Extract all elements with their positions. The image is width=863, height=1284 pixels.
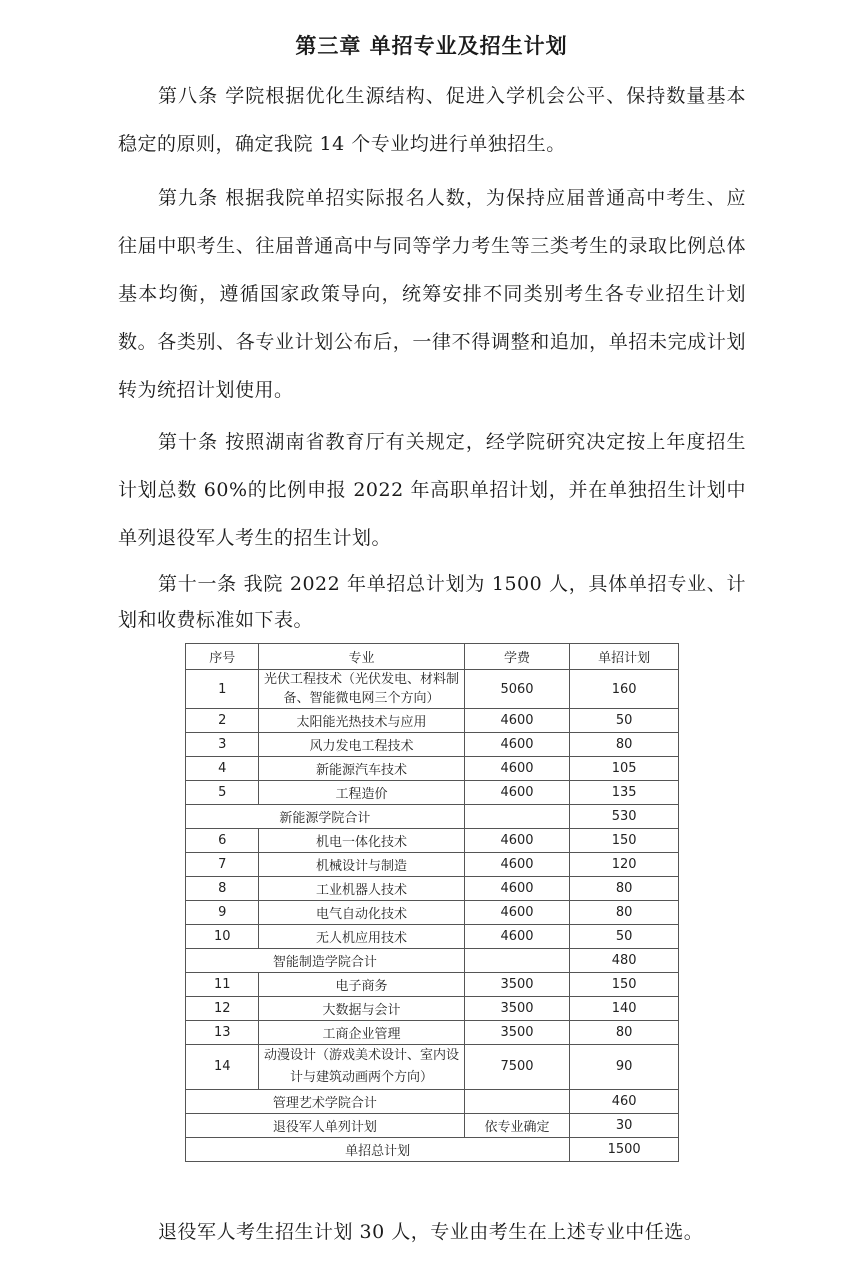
row-major: 动漫设计（游戏美术设计、室内设计与建筑动画两个方向） xyxy=(259,1045,464,1090)
row-fee: 7500 xyxy=(464,1045,570,1090)
row-plan: 50 xyxy=(570,709,679,733)
row-fee: 4600 xyxy=(464,733,570,757)
table-row xyxy=(186,853,679,877)
row-fee: 3500 xyxy=(464,1021,570,1045)
subtotal-row xyxy=(186,1114,679,1138)
subtotal-label: 新能源学院合计 xyxy=(186,805,465,829)
chapter-title: 第三章 单招专业及招生计划 xyxy=(295,34,568,58)
table-row xyxy=(186,1045,679,1090)
table-row xyxy=(186,1021,679,1045)
row-plan: 50 xyxy=(570,925,679,949)
row-plan: 150 xyxy=(570,973,679,997)
row-major: 风力发电工程技术 xyxy=(259,733,464,757)
header-no: 序号 xyxy=(186,644,259,670)
row-no: 12 xyxy=(186,997,259,1021)
row-major: 大数据与会计 xyxy=(259,997,464,1021)
row-no: 3 xyxy=(186,733,259,757)
row-major: 电气自动化技术 xyxy=(259,901,464,925)
subtotal-plan: 480 xyxy=(570,949,679,973)
table-row xyxy=(186,925,679,949)
row-fee: 5060 xyxy=(464,670,570,709)
subtotal-fee xyxy=(464,1090,570,1114)
subtotal-label: 管理艺术学院合计 xyxy=(186,1090,465,1114)
subtotal-fee xyxy=(464,949,570,973)
subtotal-plan: 460 xyxy=(570,1090,679,1114)
row-plan: 90 xyxy=(570,1045,679,1090)
row-fee: 4600 xyxy=(464,925,570,949)
row-plan: 160 xyxy=(570,670,679,709)
subtotal-label: 退役军人单列计划 xyxy=(186,1114,465,1138)
row-no: 11 xyxy=(186,973,259,997)
row-no: 1 xyxy=(186,670,259,709)
table-row xyxy=(186,781,679,805)
row-major: 机械设计与制造 xyxy=(259,853,464,877)
row-fee: 3500 xyxy=(464,973,570,997)
table-header-row xyxy=(186,644,679,670)
header-plan: 单招计划 xyxy=(570,644,679,670)
row-plan: 140 xyxy=(570,997,679,1021)
total-plan: 1500 xyxy=(570,1138,679,1162)
table-row xyxy=(186,829,679,853)
row-major: 光伏工程技术（光伏发电、材料制备、智能微电网三个方向） xyxy=(259,670,464,709)
total-label: 单招总计划 xyxy=(186,1138,570,1162)
row-fee: 3500 xyxy=(464,997,570,1021)
row-fee: 4600 xyxy=(464,757,570,781)
row-plan: 80 xyxy=(570,1021,679,1045)
article-10-paragraph: 第十条 按照湖南省教育厅有关规定，经学院研究决定按上年度招生计划总数 60%的比例申报 2022 年高职单招计划，并在单独招生计划中单列退役军人考生的招生计划。 xyxy=(118,431,746,549)
row-fee: 4600 xyxy=(464,709,570,733)
row-fee: 4600 xyxy=(464,829,570,853)
table-row xyxy=(186,973,679,997)
veteran-note-paragraph: 退役军人考生招生计划 30 人，专业由考生在上述专业中任选。 xyxy=(158,1221,704,1243)
header-major: 专业 xyxy=(259,644,464,670)
table-row xyxy=(186,757,679,781)
row-fee: 4600 xyxy=(464,853,570,877)
row-plan: 80 xyxy=(570,877,679,901)
enrollment-plan-table xyxy=(185,643,679,1162)
subtotal-plan: 30 xyxy=(570,1114,679,1138)
row-no: 5 xyxy=(186,781,259,805)
row-major: 机电一体化技术 xyxy=(259,829,464,853)
row-fee: 4600 xyxy=(464,781,570,805)
row-no: 9 xyxy=(186,901,259,925)
subtotal-plan: 530 xyxy=(570,805,679,829)
row-no: 10 xyxy=(186,925,259,949)
subtotal-fee: 依专业确定 xyxy=(464,1114,570,1138)
header-fee: 学费 xyxy=(464,644,570,670)
row-plan: 120 xyxy=(570,853,679,877)
table-row xyxy=(186,877,679,901)
row-major: 无人机应用技术 xyxy=(259,925,464,949)
row-no: 13 xyxy=(186,1021,259,1045)
row-major: 新能源汽车技术 xyxy=(259,757,464,781)
row-no: 14 xyxy=(186,1045,259,1090)
row-plan: 150 xyxy=(570,829,679,853)
table-row xyxy=(186,901,679,925)
row-plan: 135 xyxy=(570,781,679,805)
subtotal-fee xyxy=(464,805,570,829)
table-row xyxy=(186,670,679,709)
row-plan: 105 xyxy=(570,757,679,781)
row-no: 6 xyxy=(186,829,259,853)
row-no: 8 xyxy=(186,877,259,901)
table-row xyxy=(186,997,679,1021)
article-9-paragraph: 第九条 根据我院单招实际报名人数，为保持应届普通高中考生、应往届中职考生、往届普通高中与同等学力考生等三类考生的录取比例总体基本均衡，遵循国家政策导向，统筹安排不同类别考生各专业招生计划数。各类别、各专业计划公布后，一律不得调整和追加，单招未完成计划转为统招计划使用。 xyxy=(118,187,746,401)
row-fee: 4600 xyxy=(464,877,570,901)
total-row xyxy=(186,1138,679,1162)
row-plan: 80 xyxy=(570,901,679,925)
row-fee: 4600 xyxy=(464,901,570,925)
row-no: 7 xyxy=(186,853,259,877)
row-major: 工业机器人技术 xyxy=(259,877,464,901)
table-row xyxy=(186,733,679,757)
article-11-paragraph: 第十一条 我院 2022 年单招总计划为 1500 人，具体单招专业、计划和收费标准如下表。 xyxy=(118,573,746,631)
subtotal-row xyxy=(186,805,679,829)
table-row xyxy=(186,709,679,733)
subtotal-row xyxy=(186,1090,679,1114)
row-no: 2 xyxy=(186,709,259,733)
row-major: 电子商务 xyxy=(259,973,464,997)
row-major: 工程造价 xyxy=(259,781,464,805)
article-8-paragraph: 第八条 学院根据优化生源结构、促进入学机会公平、保持数量基本稳定的原则，确定我院 14 个专业均进行单独招生。 xyxy=(118,85,746,155)
row-plan: 80 xyxy=(570,733,679,757)
row-major: 太阳能光热技术与应用 xyxy=(259,709,464,733)
row-major: 工商企业管理 xyxy=(259,1021,464,1045)
row-no: 4 xyxy=(186,757,259,781)
subtotal-label: 智能制造学院合计 xyxy=(186,949,465,973)
subtotal-row xyxy=(186,949,679,973)
